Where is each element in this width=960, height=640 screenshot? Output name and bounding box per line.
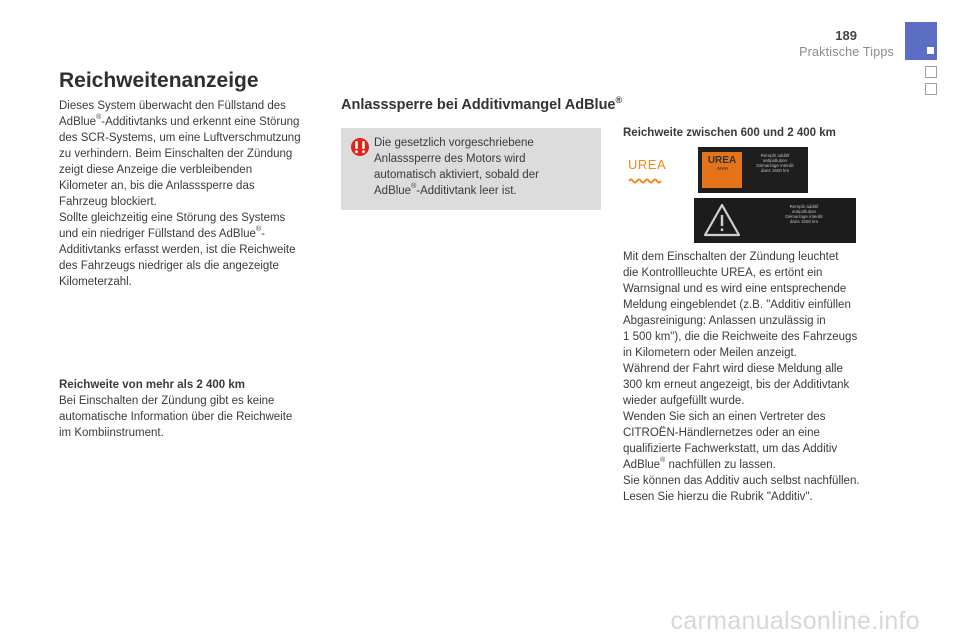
range-between-paragraph: Mit dem Einschalten der Zündung leuchtet die Kontrollleuchte UREA, es ertönt ein Warnsignal und es wird eine entsprechende Meldung eingeblendet (z.B. "Additiv einfüllen Abgasreinigung: Anlassen unzulässig in 1 500 km"), die die Reichweite des Fahrzeugs in Kilometern oder Meilen anzeigt. Während der Fahrt wird diese Meldung alle 300 km erneut angezeigt, bis der Additivtank wieder aufgefüllt wurde. Wenden Sie sich an einen Vertreter des CITROËN-Händlernetzes oder an eine qualifizierte Fachwerkstatt, um das Additiv AdBlue® nachfüllen zu lassen. Sie können das Additiv auch selbst nachfüllen. Lesen Sie hierzu die Rubrik "Additiv". [623, 251, 860, 503]
chapter-tab[interactable] [925, 83, 937, 95]
range-over-heading: Reichweite von mehr als 2 400 km [59, 379, 246, 391]
display-message: Remplir additif antipollution Démarrage interdit dans 1500 km [756, 153, 794, 173]
page-title: Reichweitenanzeige [59, 69, 259, 92]
page-number: 189 [835, 28, 857, 43]
display-message: Remplir additif antipollution Démarrage interdit dans 1500 km [785, 204, 823, 224]
warning-text: Die gesetzlich vorgeschriebene Anlasssperre des Motors wird automatisch aktiviert, sobald der AdBlue®-Additivtank leer ist. [374, 137, 539, 197]
urea-label: UREA [628, 157, 667, 172]
tab-marker-icon [927, 47, 934, 54]
range-between-heading: Reichweite zwischen 600 und 2 400 km [623, 127, 836, 139]
chapter-tab[interactable] [925, 66, 937, 78]
watermark: carmanualsonline.info [670, 607, 920, 635]
section-title: Praktische Tipps [799, 45, 894, 59]
chapter-tab-active[interactable] [905, 22, 937, 60]
wave-icon [628, 176, 664, 184]
urea-display-icon: UREA ^^^^ [702, 152, 742, 188]
dashboard-display-urea [698, 147, 808, 193]
intro-paragraph: Dieses System überwacht den Füllstand des AdBlue®-Additivtanks und erkennt eine Störung des SCR-Systems, um eine Luftverschmutzung zu verhindern. Beim Einschalten der Zündung zeigt diese Anzeige die verbleibenden Kilometer an, bis die Anlasssperre das Fahrzeug blockiert. Sollte gleichzeitig eine Störung des Systems und ein niedriger Füllstand des AdBlue®- Additivtanks erfasst werden, ist die Reichweite des Fahrzeugs niedriger als die angezeigte Kilometerzahl. [59, 100, 301, 288]
range-over-paragraph: Reichweite von mehr als 2 400 km Bei Einschalten der Zündung gibt es keine automatische Information über die Reichweite im Kombiinstrument. [59, 377, 329, 441]
warning-exclamation-icon [350, 137, 370, 157]
section-heading: Anlasssperre bei Additivmangel AdBlue® [341, 95, 623, 113]
wave-icon: ^^^^ [716, 166, 728, 175]
dashboard-display-alert [694, 198, 856, 243]
urea-warning-light [628, 158, 668, 182]
warning-triangle-icon [702, 202, 742, 238]
